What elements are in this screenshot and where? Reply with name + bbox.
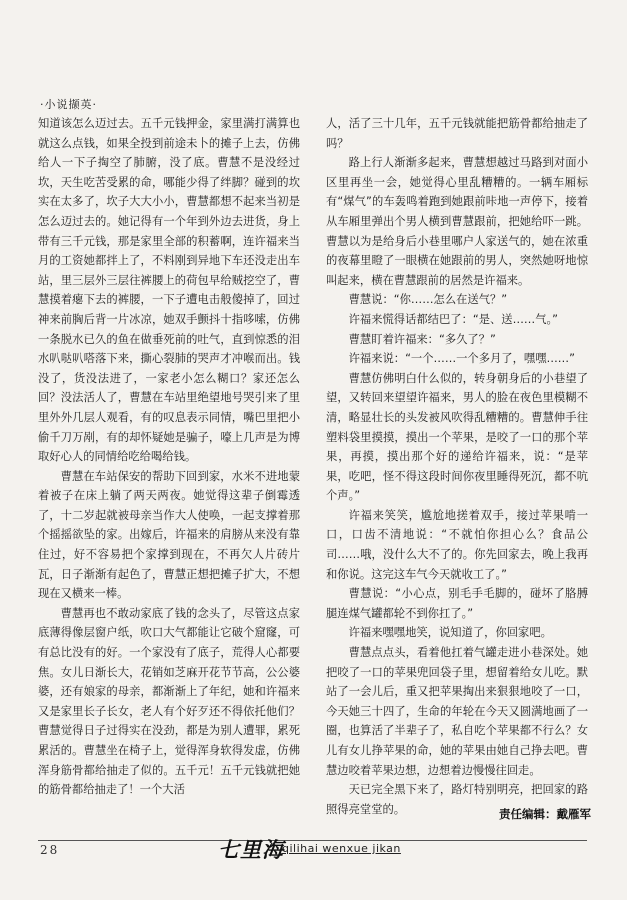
footer-divider [38,840,587,841]
paragraph: 曹慧仿佛明白什么似的，转身朝身后的小巷望了望，又转回来望望许福来，男人的脸在夜色里模糊不清，略显壮长的头发被风吹得乱糟糟的。曹慧伸手往塑料袋里摸摸，摸出一个苹果，是咬了一口的那个苹果，再摸，摸出那个好的递给许福来，说：“是苹果，吃吧，怪不得这段时间你夜里睡得死沉，都不吭个声。” [326,371,588,503]
paragraph: 曹慧在车站保安的帮助下回到家，水米不进地蒙着被子在床上躺了两天两夜。她觉得这辈子倒霉透了，十二岁起就被母亲当作大人使唤，一起支撑着那个摇摇欲坠的家。出嫁后，许福来的肩膀从来没有靠住过，好不容易把个家撑到现在，不再欠人片砖片瓦，日子渐渐有起色了，曹慧正想把摊子扩大，不想现在又横来一棒。 [38,469,300,601]
paragraph: 知道该怎么迈过去。五千元钱押金，家里满打满算也就这么点钱，如果全投到前途未卜的摊子上去，仿佛给人一下子掏空了肺腑，没了底。曹慧不是没经过坎，天生吃苦受累的命，哪能少得了绊脚？碰到的坎实在太多了，坎子大大小小，曹慧都想不起来当初是怎么迈过去的。她记得有一个年到外边去进货，身上带有三千元钱，那是家里全部的积蓄啊，连许福来当月的工资她都拌上了，不料刚到异地下车还没走出车站，里三层外三层往裤腰上的荷包早给贼挖空了，曹慧摸着瘪下去的裤腰，一下子遭电击般傻掉了，回过神来前胸后背一片冰凉，她双手颤抖十指哆嗦，仿佛一条脱水已久的鱼在做垂死前的吐气，直到惊悉的泪水叭哒叭嗒落下来，撕心裂肺的哭声才冲喉而出。钱没了，货没法进了，一家老小怎么糊口？家还怎么回？没法活人了，曹慧在车站里绝望地号哭引来了里里外外几层人观看，有的叹息表示同情，嘴巴里把小偷千刀万剐，有的却怀疑她是骗子，嚎上几声是为博取好心人的同情给吃给喝给钱。 [38,117,300,464]
paragraph: 曹慧点点头，看着他扛着气罐走进小巷深处。她把咬了一口的苹果兜回袋子里，想留着给女儿吃。默站了一会儿后，重又把苹果掏出来狠狠地咬了一口，今天她三十四了，生命的年轮在今天又圆满地画了一圈，也算活了半辈子了，私自吃个苹果都不行么？女儿有女儿挣苹果的命，她的苹果由她自己挣去吧。曹慧边咬着苹果边想，边想着边慢慢往回走。 [326,646,588,777]
paragraph: 人，活了三十几年，五千元钱就能把筋骨都给抽走了吗？ [326,117,588,150]
section-label: ·小说撷英· [40,98,97,111]
magazine-pinyin: qilihai wenxue jikan [282,842,401,855]
right-column [326,114,588,819]
paragraph: 曹慧再也不敢动家底了钱的念头了，尽管这点家底薄得像层窗户纸，吹口大气都能让它破个窟窿，可有总比没有的好。一个家没有了底子，荒得人心都要焦。女儿日渐长大，花销如芝麻开花节节高，公公婆婆，还有娘家的母亲，都渐渐上了年纪，她和许福来又是家里长子长女，老人有个好歹还不得依托他们？曹慧觉得日子过得实在没劲，都是为别人遭罪，累死累活的。曹慧坐在椅子上，觉得浑身软得发虚，仿佛浑身筋骨都给抽走了似的。五千元！五千元钱就把她的筋骨都给抽走了！一个大活 [38,606,300,797]
paragraph: 许福来嘿嘿地笑，说知道了，你回家吧。 [348,626,552,640]
paragraph: 曹慧盯着许福来：“多久了？” [348,332,496,346]
paragraph: 许福来说：“一个……一个多月了，嘿嘿……” [348,352,575,366]
left-column [38,114,300,800]
paragraph: 天已完全黑下来了，路灯特别明亮，把回家的路照得亮堂堂的。 [326,783,588,816]
paragraph: 路上行人渐渐多起来，曹慧想越过马路到对面小区里再坐一会，她觉得心里乱糟糟的。一辆车厢标有“煤气”的车轰鸣着跑到她跟前咔地一声停下，接着从车厢里弹出个男人横到曹慧跟前，把她给吓一跳。曹慧以为是给身后小巷里哪户人家送气的，她在浓重的夜幕里瞪了一眼横在她跟前的男人，突然她呀地惊叫起来，横在曹慧跟前的居然是许福来。 [326,156,588,287]
paragraph: 曹慧说：“小心点，别毛手毛脚的，碰坏了胳膊腿连煤气罐都轮不到你扛了。” [326,587,588,620]
page-number: 28 [40,843,60,857]
paragraph: 许福来笑笑，尴尬地搓着双手，接过苹果啃一口，口齿不清地说：“不就怕你担心么？食品公司……哦，没什么大不了的。你先回家去，晚上我再和你说。这完这车气今天就收工了。” [326,508,588,581]
paragraph: 曹慧说：“你……怎么在送气？” [348,293,508,307]
editor-credit: 责任编辑：戴雁军 [499,807,591,821]
magazine-logo: 七里海 [218,837,284,862]
paragraph: 许福来慌得话都结巴了：“是、送……气。” [348,312,558,326]
